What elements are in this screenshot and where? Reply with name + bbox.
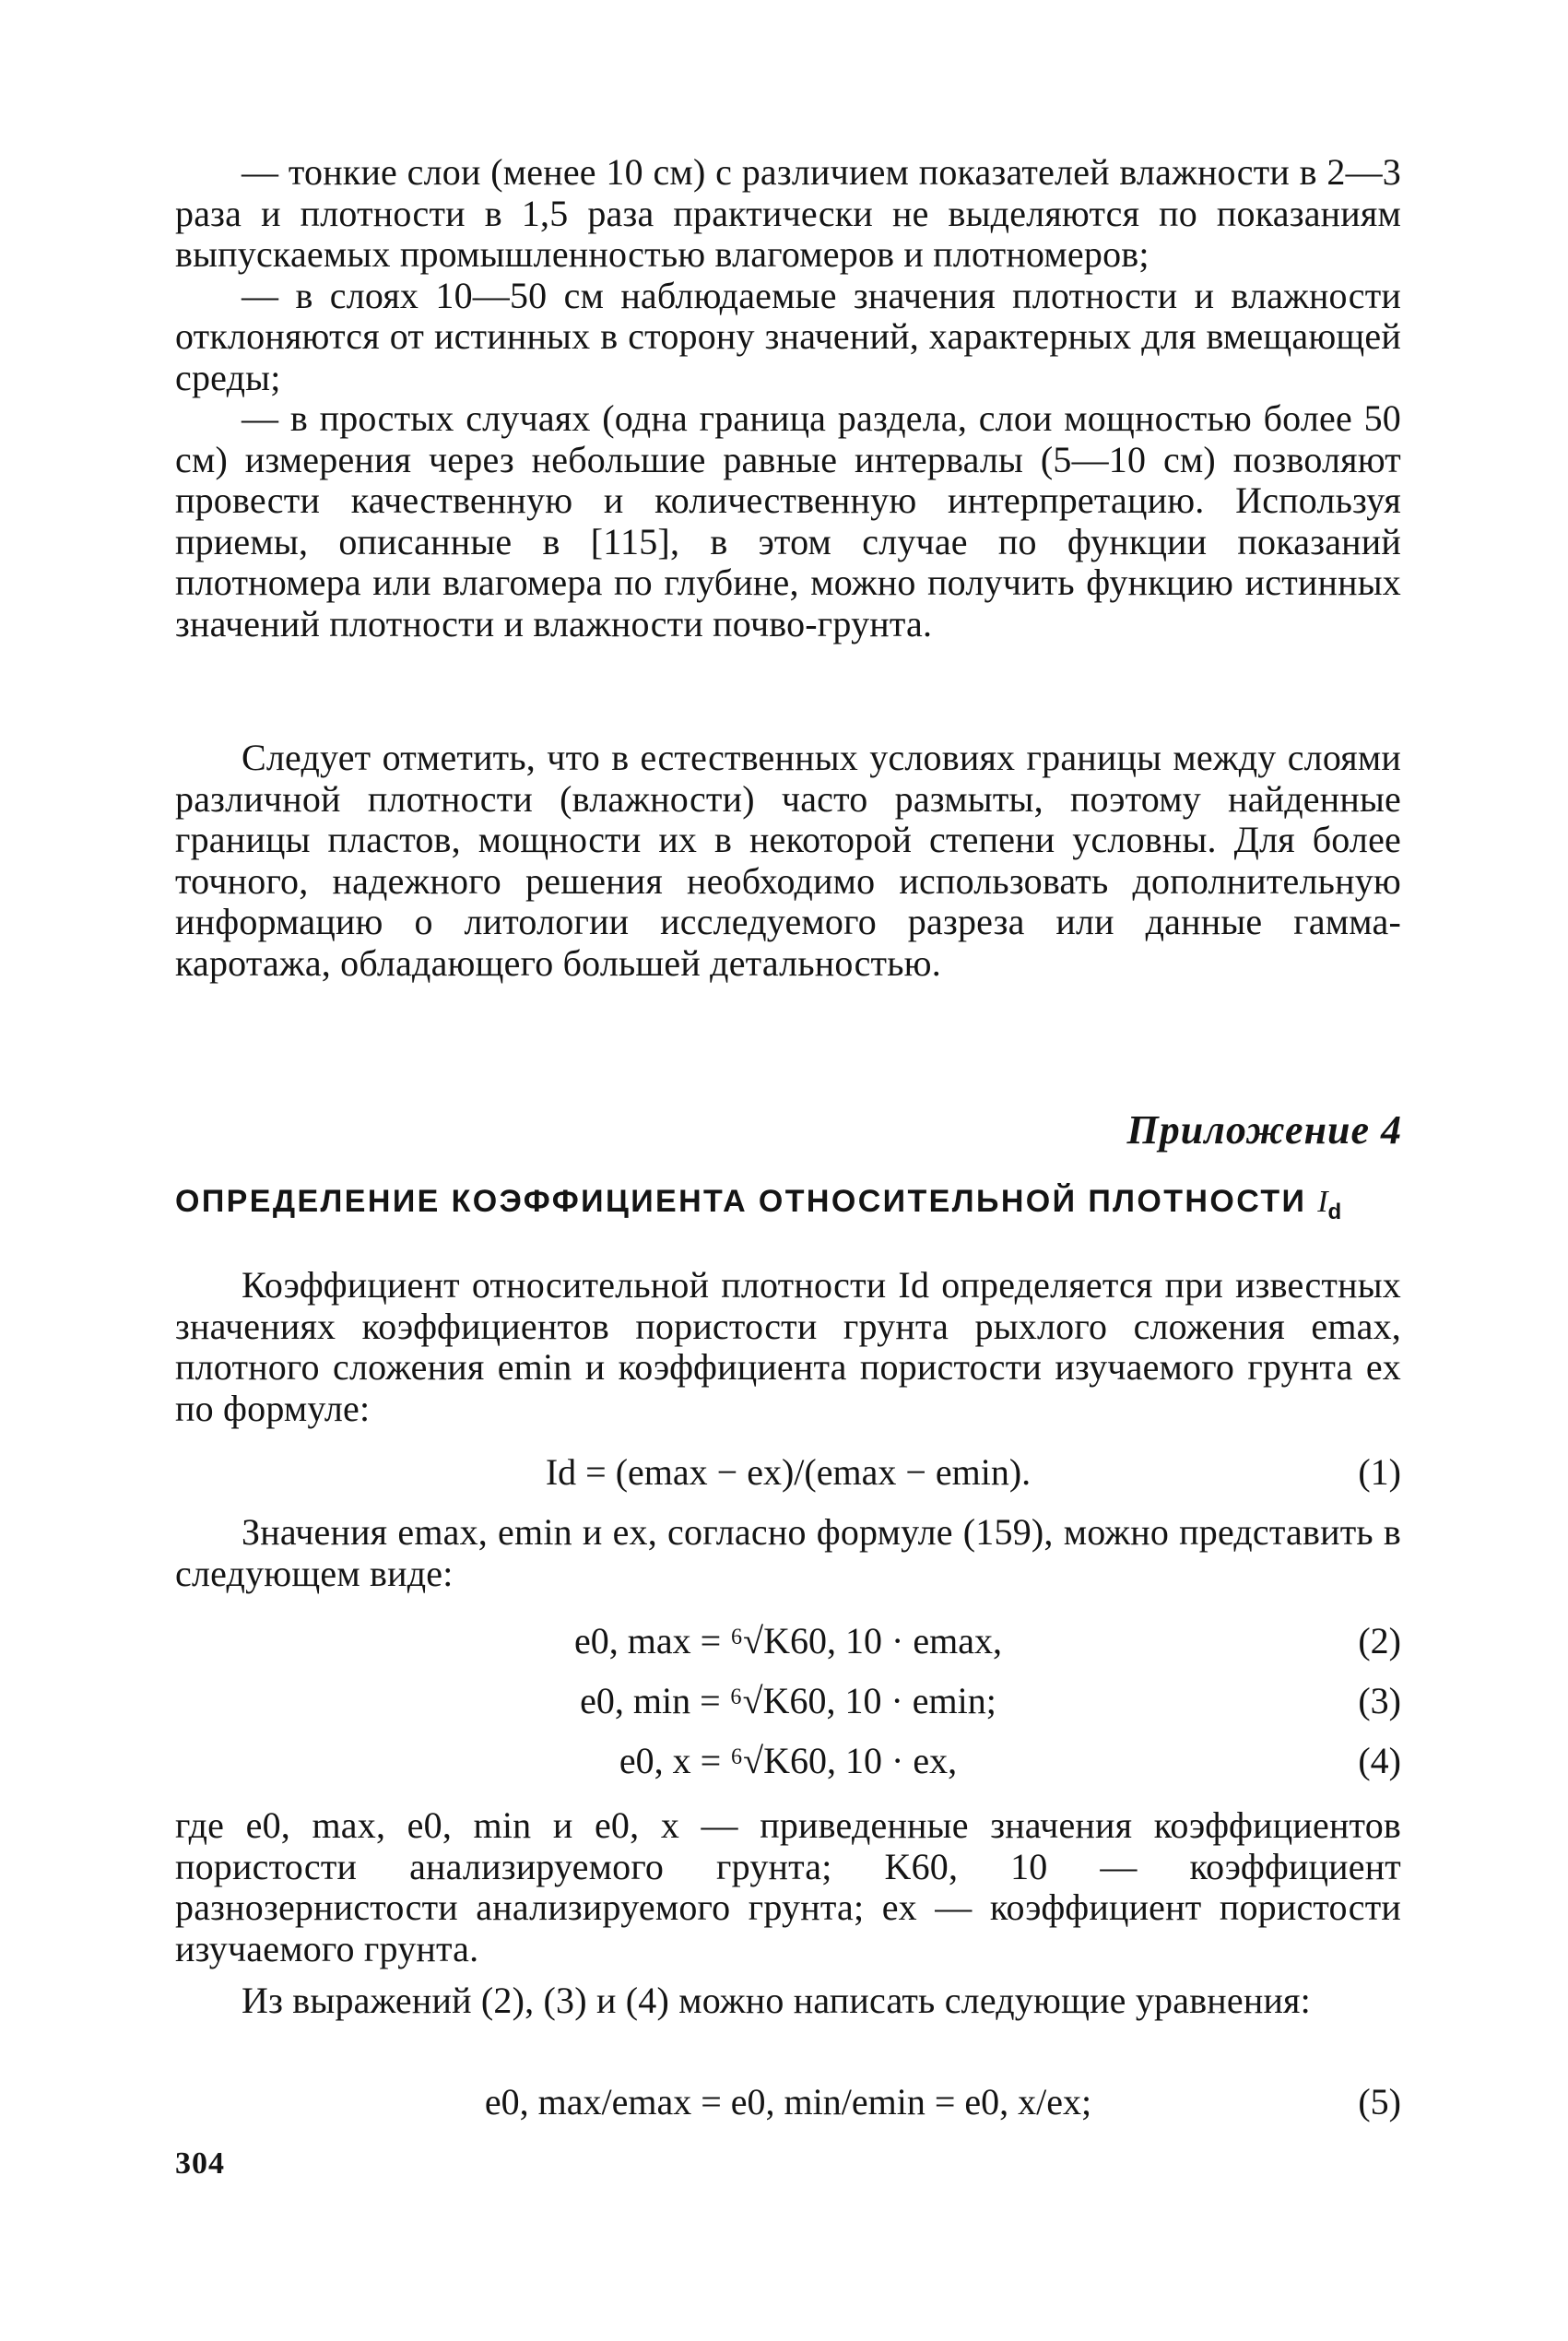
- equation-4-number: (4): [1358, 1740, 1401, 1781]
- equation-5-formula: e0, max/emax = e0, min/emin = e0, x/ex;: [484, 2081, 1092, 2122]
- equation-4-formula: e0, x = ⁶√K60, 10 · ex,: [619, 1740, 958, 1781]
- equation-3: [175, 1678, 1401, 1724]
- paragraph-from-expressions: Из выражений (2), (3) и (4) можно написать следующие уравнения:: [242, 1980, 1311, 2021]
- equation-5-number: (5): [1358, 2081, 1401, 2122]
- section-title-subscript: d: [1327, 1199, 1344, 1224]
- values-intro-block: [175, 1512, 1401, 1594]
- equation-3-formula: e0, min = ⁶√K60, 10 · emin;: [580, 1680, 996, 1721]
- list-block: [175, 152, 1401, 644]
- section-title-symbol: I: [1317, 1185, 1328, 1219]
- page-number: 304: [175, 2146, 225, 2181]
- paragraph-note: Следует отметить, что в естественных условиях границы между слоями различной плотности (влажности) часто размыты, поэтому найденные границы пластов, мощности их в некоторой степени условны. Для более точного, надежного решения необходимо использовать дополнительную информацию о литологии исследуемого разреза или данные гамма-каротажа, обладающего большей детальностью.: [175, 737, 1401, 984]
- equation-1-formula: Id = (emax − ex)/(emax − emin).: [545, 1451, 1032, 1493]
- equation-2: [175, 1618, 1401, 1664]
- paragraph-where: где e0, max, e0, min и e0, x — приведенные значения коэффициентов пористости анализируемого грунта; K60, 10 — коэффициент разнозернистости анализируемого грунта; ex — коэффициент пористости изучаемого грунта.: [175, 1804, 1401, 1969]
- equation-1-number: (1): [1358, 1451, 1401, 1493]
- equation-1: [175, 1449, 1401, 1496]
- equation-2-number: (2): [1358, 1620, 1401, 1661]
- section-title-text: ОПРЕДЕЛЕНИЕ КОЭФФИЦИЕНТА ОТНОСИТЕЛЬНОЙ ПЛОТНОСТИ: [175, 1184, 1307, 1219]
- from-expressions-block: [175, 1980, 1401, 2022]
- equation-3-number: (3): [1358, 1680, 1401, 1721]
- coef-intro-block: [175, 1265, 1401, 1429]
- section-title: [175, 1184, 1401, 1225]
- equation-4: [175, 1738, 1401, 1784]
- equation-5: [175, 2079, 1401, 2125]
- appendix-label: Приложение 4: [1126, 1107, 1402, 1153]
- paragraph-simple-cases: — в простых случаях (одна граница раздела, слои мощностью более 50 см) измерения через небольшие равные интервалы (5—10 см) позволяют провести качественную и количественную интерпретацию. Используя приемы, описанные в [115], в этом случае по функции показаний плотномера или влагомера по глубине, можно получить функцию истинных значений плотности и влажности почво-грунта.: [175, 397, 1401, 644]
- paragraph-coef-intro: Коэффициент относительной плотности Id определяется при известных значениях коэффициентов пористости грунта рыхлого сложения emax, плотного сложения emin и коэффициента пористости изучаемого грунта ex по формуле:: [175, 1264, 1401, 1429]
- note-block: [175, 738, 1401, 984]
- paragraph-thin-layers: — тонкие слои (менее 10 см) с различием показателей влажности в 2—3 раза и плотности в 1,5 раза практически не выделяются по показаниям выпускаемых промышленностью влагомеров и плотномеров;: [175, 151, 1401, 275]
- equation-2-formula: e0, max = ⁶√K60, 10 · emax,: [574, 1620, 1002, 1661]
- paragraph-layers-10-50: — в слоях 10—50 см наблюдаемые значения плотности и влажности отклоняются от истинных в сторону значений, характерных для вмещающей среды;: [175, 274, 1401, 398]
- paragraph-values-intro: Значения emax, emin и ex, согласно формуле (159), можно представить в следующем виде:: [175, 1511, 1401, 1594]
- where-block: [175, 1805, 1401, 1969]
